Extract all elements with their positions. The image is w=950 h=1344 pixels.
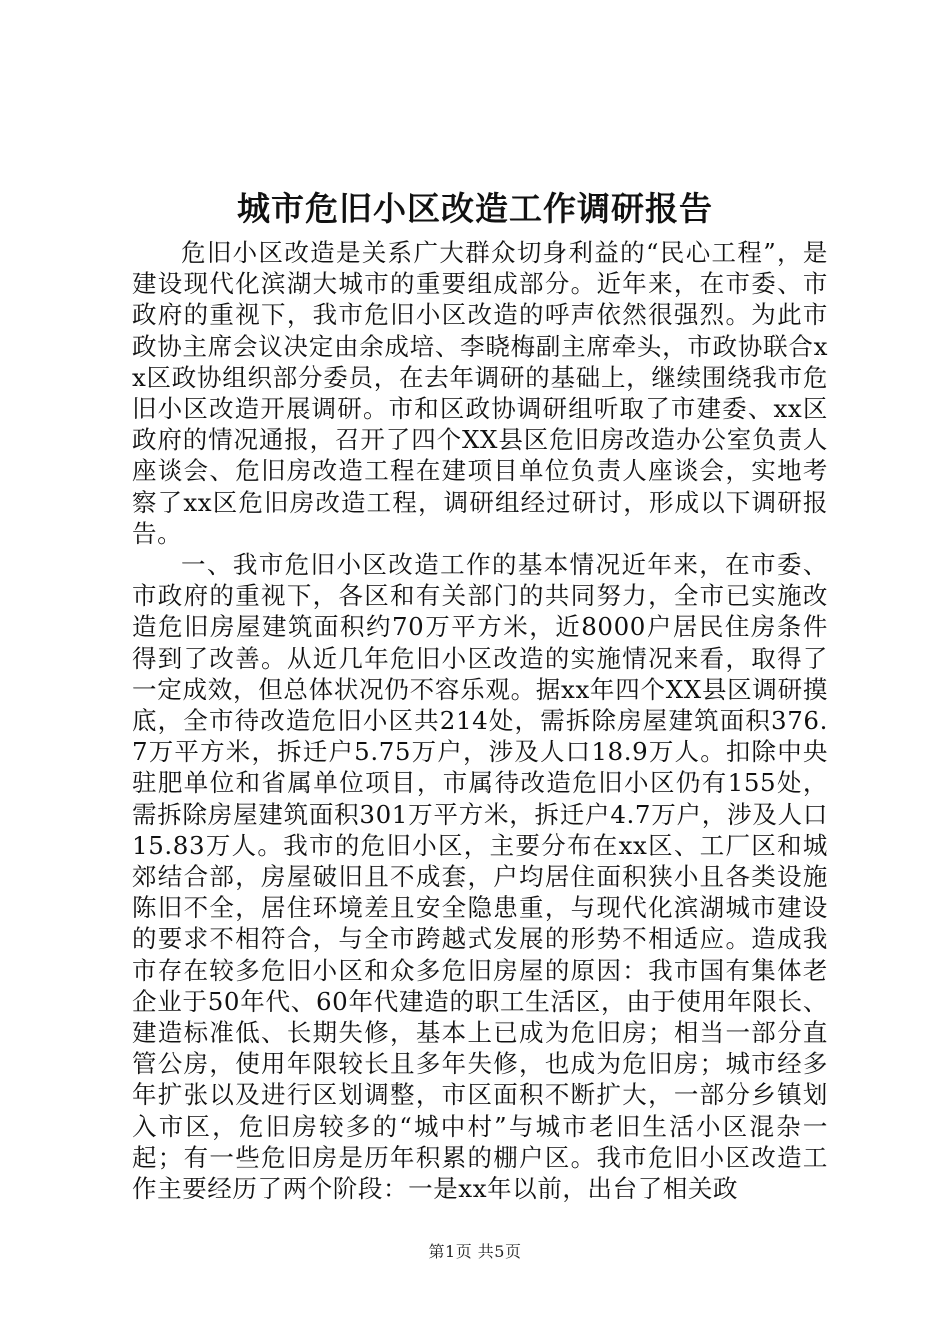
page-footer: 第1页 共5页: [428, 1242, 522, 1261]
paragraph-section-one: 一、我市危旧小区改造工作的基本情况近年来，在市委、市政府的重视下，各区和有关部门的共同努力，全市已实施改造危旧房屋建筑面积约70万平方米，近8000户居民住房条件得到了改善。从近几年危旧小区改造的实施情况来看，取得了一定成效，但总体状况仍不容乐观。据xx年四个XX县区调研摸底，全市待改造危旧小区共214处，需拆除房屋建筑面积376.7万平方米，拆迁户5.75万户，涉及人口18.9万人。扣除中央驻肥单位和省属单位项目，市属待改造危旧小区仍有155处，需拆除房屋建筑面积301万平方米，拆迁户4.7万户，涉及人口15.83万人。我市的危旧小区，主要分布在xx区、工厂区和城郊结合部，房屋破旧且不成套，户均居住面积狭小且各类设施陈旧不全，居住环境差且安全隐患重，与现代化滨湖城市建设的要求不相符合，与全市跨越式发展的形势不相适应。造成我市存在较多危旧小区和众多危旧房屋的原因：我市国有集体老企业于50年代、60年代建造的职工生活区，由于使用年限长、建造标准低、长期失修，基本上已成为危旧房；相当一部分直管公房，使用年限较长且多年失修，也成为危旧房；城市经多年扩张以及进行区划调整，市区面积不断扩大，一部分乡镇划入市区，危旧房较多的“城中村”与城市老旧生活小区混杂一起；有一些危旧房是历年积累的棚户区。我市危旧小区改造工作主要经历了两个阶段：一是xx年以前，出台了相关政: [132, 550, 828, 1204]
paragraph-intro: 危旧小区改造是关系广大群众切身利益的“民心工程”，是建设现代化滨湖大城市的重要组成部分。近年来，在市委、市政府的重视下，我市危旧小区改造的呼声依然很强烈。为此市政协主席会议决定由余成培、李晓梅副主席牵头，市政协联合xx区政协组织部分委员，在去年调研的基础上，继续围绕我市危旧小区改造开展调研。市和区政协调研组听取了市建委、xx区政府的情况通报，召开了四个XX县区危旧房改造办公室负责人座谈会、危旧房改造工程在建项目单位负责人座谈会，实地考察了xx区危旧房改造工程，调研组经过研讨，形成以下调研报告。: [132, 238, 828, 548]
document-title: 城市危旧小区改造工作调研报告: [237, 189, 713, 228]
document-body: [132, 237, 828, 1204]
